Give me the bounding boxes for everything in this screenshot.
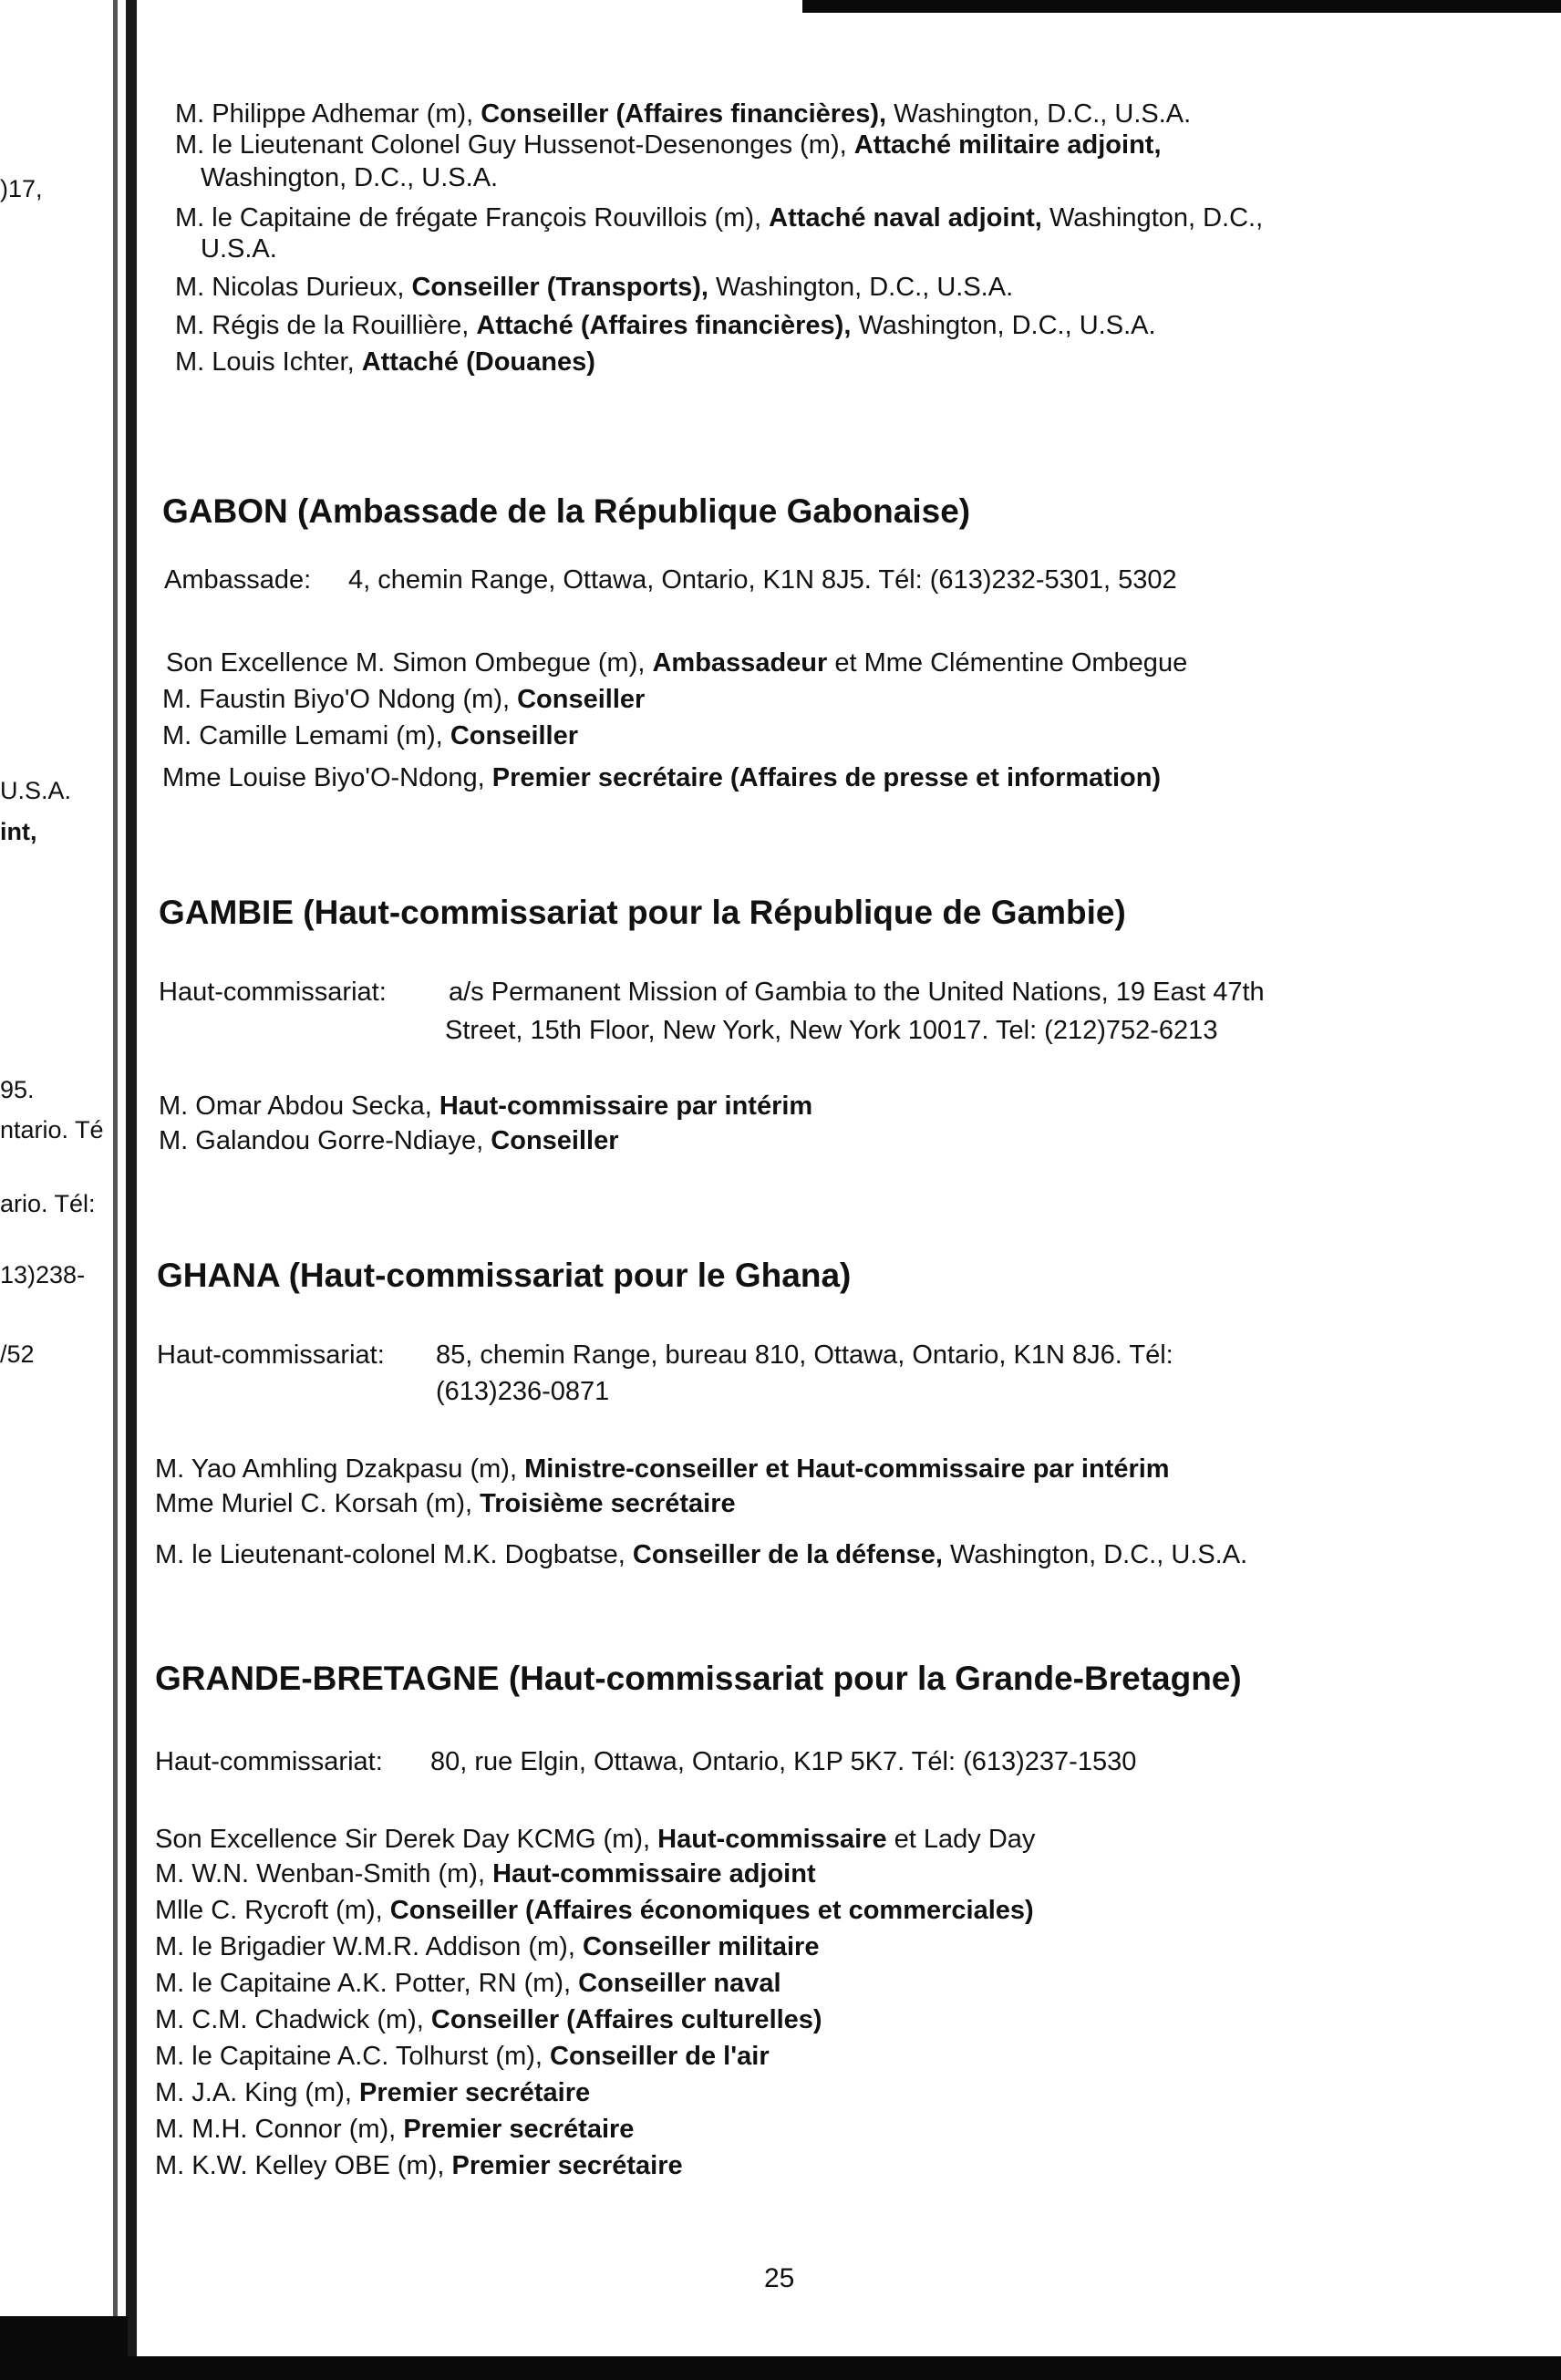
person-title: Conseiller	[517, 685, 646, 714]
person-detail: Washington, D.C., U.S.A.	[894, 99, 1192, 129]
directory-entry	[166, 647, 1187, 678]
person-name: Son Excellence Sir Derek Day KCMG (m),	[155, 1825, 658, 1854]
person-title: Premier secrétaire	[451, 2151, 683, 2180]
person-name: Son Excellence M. Simon Ombegue (m),	[166, 648, 653, 678]
directory-entry	[175, 347, 595, 378]
directory-entry	[175, 272, 1013, 303]
directory-entry	[175, 310, 1156, 341]
margin-fragment: )17,	[0, 175, 43, 202]
scan-edge-bottom	[0, 2356, 1561, 2380]
scan-corner	[0, 2316, 128, 2380]
directory-entry	[159, 1125, 619, 1156]
directory-entry	[201, 233, 277, 264]
directory-entry	[162, 720, 578, 751]
high-commission-address-line-2: (613)236-0871	[436, 1377, 610, 1406]
high-commission-label: Haut-commissariat:	[155, 1747, 383, 1776]
person-title: Conseiller	[450, 721, 579, 750]
person-name: M. C.M. Chadwick (m),	[155, 2005, 431, 2034]
person-title: Attaché naval adjoint,	[769, 203, 1049, 233]
directory-entry	[159, 1091, 812, 1122]
person-name: M. Philippe Adhemar (m),	[175, 99, 481, 129]
page-gutter-shadow	[113, 0, 118, 2380]
section-heading-ghana: GHANA (Haut-commissariat pour le Ghana)	[157, 1257, 852, 1294]
directory-entry	[175, 98, 1191, 129]
person-title: Ministre-conseiller et Haut-commissaire par intérim	[524, 1454, 1170, 1484]
margin-fragment: int,	[0, 818, 37, 845]
person-name: M. Régis de la Rouillière,	[175, 311, 477, 340]
person-title: Haut-commissaire par intérim	[439, 1092, 813, 1121]
directory-entry	[155, 1968, 781, 1999]
person-title: Premier secrétaire	[403, 2115, 635, 2144]
embassy-label: Ambassade:	[164, 565, 312, 595]
person-detail: Washington, D.C., U.S.A.	[716, 273, 1014, 302]
person-name: M. W.N. Wenban-Smith (m),	[155, 1859, 493, 1888]
person-title: Haut-commissaire	[657, 1825, 887, 1854]
directory-entry	[175, 129, 1162, 160]
person-name: M. Nicolas Durieux,	[175, 273, 412, 302]
directory-entry	[155, 2041, 770, 2072]
person-title: Conseiller (Affaires économiques et commerciales)	[389, 1896, 1034, 1925]
high-commission-label: Haut-commissariat:	[159, 978, 387, 1007]
person-detail: et Mme Clémentine Ombegue	[827, 648, 1188, 678]
margin-fragment: /52	[0, 1340, 35, 1368]
scan-edge-top	[802, 0, 1561, 13]
page-number: 25	[764, 2263, 795, 2293]
person-name: M. M.H. Connor (m),	[155, 2115, 404, 2144]
person-title: Attaché (Douanes)	[361, 347, 595, 377]
person-name: Washington, D.C., U.S.A.	[201, 163, 499, 192]
person-name: M. Faustin Biyo'O Ndong (m),	[162, 685, 518, 714]
margin-fragment: 13)238-	[0, 1261, 86, 1288]
directory-entry	[155, 1824, 1035, 1855]
directory-entry	[155, 1488, 736, 1519]
high-commission-address-line-1: a/s Permanent Mission of Gambia to the United Nations, 19 East 47th	[449, 978, 1265, 1007]
person-detail: Washington, D.C., U.S.A.	[950, 1540, 1248, 1569]
person-title: Ambassadeur	[652, 648, 828, 678]
person-title: Premier secrétaire (Affaires de presse et information)	[491, 763, 1162, 792]
person-title: Haut-commissaire adjoint	[492, 1859, 816, 1888]
directory-entry	[155, 1895, 1034, 1926]
directory-entry	[162, 684, 645, 715]
person-title: Conseiller	[491, 1126, 619, 1155]
section-heading-gambie: GAMBIE (Haut-commissariat pour la République de Gambie)	[159, 894, 1126, 931]
person-detail: Washington, D.C., U.S.A.	[858, 311, 1156, 340]
high-commission-address-line-1: 85, chemin Range, bureau 810, Ottawa, Ontario, K1N 8J6. Tél:	[436, 1340, 1173, 1370]
person-detail: Washington, D.C.,	[1049, 203, 1264, 233]
directory-entry	[155, 1539, 1247, 1570]
person-title: Conseiller (Affaires culturelles)	[430, 2005, 822, 2034]
person-name: M. le Capitaine de frégate François Rouvillois (m),	[175, 203, 770, 233]
directory-entry	[155, 2114, 634, 2145]
directory-entry	[155, 1454, 1170, 1485]
section-heading-grande-bretagne: GRANDE-BRETAGNE (Haut-commissariat pour la Grande-Bretagne)	[155, 1660, 1242, 1697]
person-name: M. K.W. Kelley OBE (m),	[155, 2151, 452, 2180]
high-commission-address: 80, rue Elgin, Ottawa, Ontario, K1P 5K7. Tél: (613)237-1530	[430, 1747, 1137, 1776]
person-title: Conseiller militaire	[582, 1932, 820, 1961]
margin-fragment: U.S.A.	[0, 777, 72, 804]
person-name: M. Camille Lemami (m),	[162, 721, 450, 750]
person-title: Premier secrétaire	[358, 2078, 591, 2107]
embassy-address: 4, chemin Range, Ottawa, Ontario, K1N 8J5. Tél: (613)232-5301, 5302	[348, 565, 1177, 595]
directory-entry	[155, 2150, 683, 2181]
margin-fragment: ntario. Té	[0, 1116, 104, 1143]
person-name: M. le Capitaine A.K. Potter, RN (m),	[155, 1969, 579, 1998]
person-name: M. le Brigadier W.M.R. Addison (m),	[155, 1932, 583, 1961]
person-detail: et Lady Day	[886, 1825, 1036, 1854]
person-title: Conseiller (Affaires financières),	[481, 99, 894, 129]
person-title: Conseiller de l'air	[550, 2042, 770, 2071]
directory-entry	[201, 162, 498, 193]
section-heading-gabon: GABON (Ambassade de la République Gabonaise)	[162, 492, 971, 530]
directory-entry	[155, 2004, 822, 2035]
margin-fragment: 95.	[0, 1076, 35, 1103]
directory-entry	[155, 1931, 819, 1962]
person-title: Conseiller de la défense,	[632, 1540, 951, 1569]
person-name: M. Yao Amhling Dzakpasu (m),	[155, 1454, 525, 1484]
person-name: Mme Muriel C. Korsah (m),	[155, 1489, 481, 1518]
person-name: M. Galandou Gorre-Ndiaye,	[159, 1126, 491, 1155]
person-name: U.S.A.	[201, 234, 277, 264]
person-name: M. Omar Abdou Secka,	[159, 1092, 439, 1121]
person-name: Mlle C. Rycroft (m),	[155, 1896, 390, 1925]
directory-entry	[155, 1858, 816, 1889]
high-commission-address-line-2: Street, 15th Floor, New York, New York 10017. Tel: (212)752-6213	[445, 1016, 1218, 1045]
person-title: Conseiller (Transports),	[411, 273, 717, 302]
person-name: M. Louis Ichter,	[175, 347, 362, 377]
person-name: M. le Lieutenant-colonel M.K. Dogbatse,	[155, 1540, 633, 1569]
directory-entry	[175, 202, 1263, 233]
person-title: Troisième secrétaire	[480, 1489, 736, 1518]
person-name: M. le Lieutenant Colonel Guy Hussenot-Desenonges (m),	[175, 130, 854, 160]
page-spine	[126, 0, 137, 2380]
directory-entry	[162, 762, 1161, 793]
person-name: Mme Louise Biyo'O-Ndong,	[162, 763, 492, 792]
directory-entry	[155, 2077, 590, 2108]
person-title: Conseiller naval	[578, 1969, 781, 1998]
person-title: Attaché (Affaires financières),	[476, 311, 859, 340]
margin-fragment: ario. Tél:	[0, 1190, 96, 1217]
person-name: M. le Capitaine A.C. Tolhurst (m),	[155, 2042, 551, 2071]
person-name: M. J.A. King (m),	[155, 2078, 359, 2107]
person-title: Attaché militaire adjoint,	[853, 130, 1162, 160]
high-commission-label: Haut-commissariat:	[157, 1340, 385, 1370]
